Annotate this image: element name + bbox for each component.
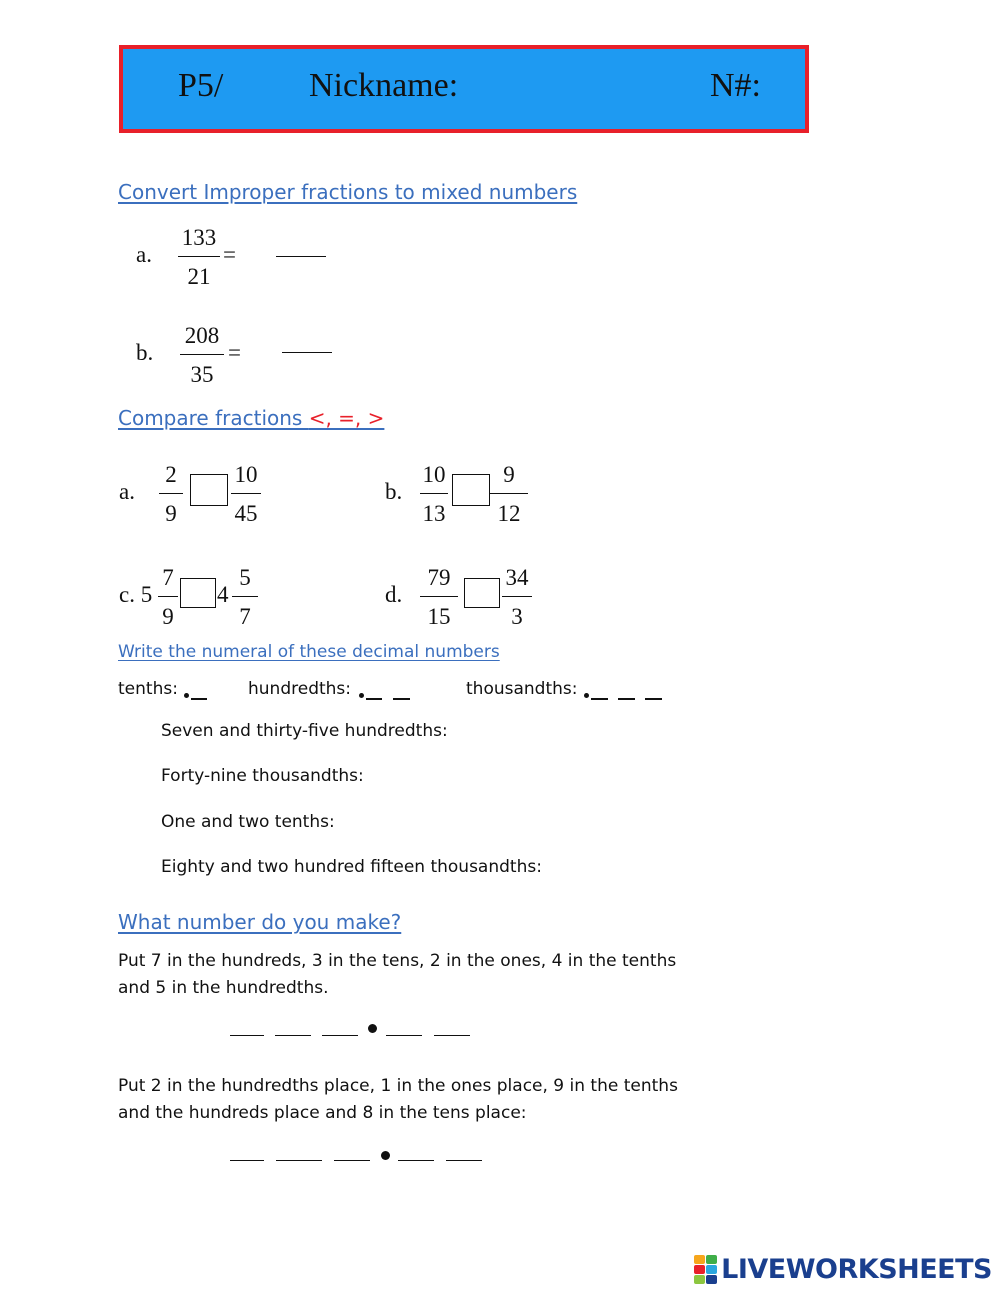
hundredths-blank-1 — [366, 698, 382, 700]
decimal-point — [359, 693, 364, 698]
decimal-point — [584, 693, 589, 698]
numerator: 133 — [181, 225, 217, 250]
decimal-question-4: Eighty and two hundred fifteen thousandths: — [161, 857, 542, 877]
decimal-question-2: Forty-nine thousandths: — [161, 766, 364, 786]
fraction-2-9: 2 9 — [159, 463, 183, 525]
place-blank-tens[interactable] — [275, 1035, 311, 1036]
fraction-208-35 — [180, 324, 224, 386]
item-b-label: b. — [136, 340, 154, 365]
place-blank-hundreds[interactable] — [230, 1035, 264, 1036]
denominator: 21 — [187, 264, 211, 289]
compare-symbols: <, =, > — [308, 406, 385, 430]
compare-box-a[interactable] — [190, 474, 228, 506]
hundredths-blank-2 — [393, 698, 410, 700]
section-make-number-title: What number do you make? — [118, 910, 402, 934]
equals-sign: = — [223, 242, 236, 267]
hundredths-label: hundredths: — [248, 679, 352, 699]
fraction-10-45: 10 45 — [231, 463, 261, 525]
compare-box-b[interactable] — [452, 474, 490, 506]
section-compare-title: Compare fractions <, =, > — [118, 406, 385, 430]
decimal-question-3: One and two tenths: — [161, 812, 335, 832]
question-2-line-2: and the hundreds place and 8 in the tens place: — [118, 1103, 527, 1123]
logo-text: LIVEWORKSHEETS — [721, 1253, 992, 1285]
fraction-133-21 — [178, 226, 220, 288]
place-blank-tenths[interactable] — [386, 1035, 422, 1036]
compare-d-label: d. — [385, 582, 403, 607]
tenths-label: tenths: — [118, 679, 178, 699]
liveworksheets-logo — [694, 1254, 992, 1284]
nickname-label: Nickname: — [309, 67, 459, 104]
number-label: N#: — [710, 67, 761, 104]
place-blank-ones-2[interactable] — [334, 1160, 370, 1161]
item-a-label: a. — [136, 242, 152, 267]
fraction-79-15: 79 15 — [420, 566, 458, 628]
compare-box-c[interactable] — [180, 578, 216, 608]
place-blank-tenths-2[interactable] — [398, 1160, 434, 1161]
compare-a-label: a. — [119, 479, 135, 504]
logo-cubes-icon — [694, 1255, 717, 1284]
fraction-9-12: 9 12 — [490, 463, 528, 525]
question-1-line-2: and 5 in the hundredths. — [118, 978, 329, 998]
question-2-line-1: Put 2 in the hundredths place, 1 in the ones place, 9 in the tenths — [118, 1076, 678, 1096]
numerator: 208 — [184, 323, 220, 348]
section-decimal-title: Write the numeral of these decimal numbers — [118, 642, 500, 662]
tenths-blank — [191, 698, 207, 700]
decimal-question-1: Seven and thirty-five hundredths: — [161, 721, 448, 741]
place-blank-tens-2[interactable] — [276, 1160, 322, 1161]
place-blank-hundredths[interactable] — [434, 1035, 470, 1036]
fraction-7-9: 7 9 — [158, 566, 178, 628]
answer-blank-a[interactable] — [276, 256, 326, 257]
compare-b-label: b. — [385, 479, 403, 504]
class-label: P5/ — [178, 67, 224, 104]
thousandths-blank-1 — [591, 698, 608, 700]
decimal-point — [184, 693, 189, 698]
place-blank-hundredths-2[interactable] — [446, 1160, 482, 1161]
fraction-5-7: 5 7 — [232, 566, 258, 628]
equals-sign: = — [228, 340, 241, 365]
place-blank-hundreds-2[interactable] — [230, 1160, 264, 1161]
question-1-line-1: Put 7 in the hundreds, 3 in the tens, 2 in the ones, 4 in the tenths — [118, 951, 677, 971]
place-blank-ones[interactable] — [322, 1035, 358, 1036]
decimal-point — [368, 1024, 377, 1033]
thousandths-blank-2 — [618, 698, 635, 700]
fraction-34-3: 34 3 — [502, 566, 532, 628]
section-convert-title: Convert Improper fractions to mixed numbers — [118, 180, 578, 204]
decimal-point — [381, 1151, 390, 1160]
denominator: 35 — [190, 362, 214, 387]
mixed-whole-4: 4 — [217, 582, 229, 607]
fraction-10-13: 10 13 — [420, 463, 448, 525]
thousandths-blank-3 — [645, 698, 662, 700]
header-banner — [119, 45, 809, 133]
compare-box-d[interactable] — [464, 578, 500, 608]
thousandths-label: thousandths: — [466, 679, 578, 699]
answer-blank-b[interactable] — [282, 352, 332, 353]
compare-c-label: c. 5 — [119, 582, 153, 607]
